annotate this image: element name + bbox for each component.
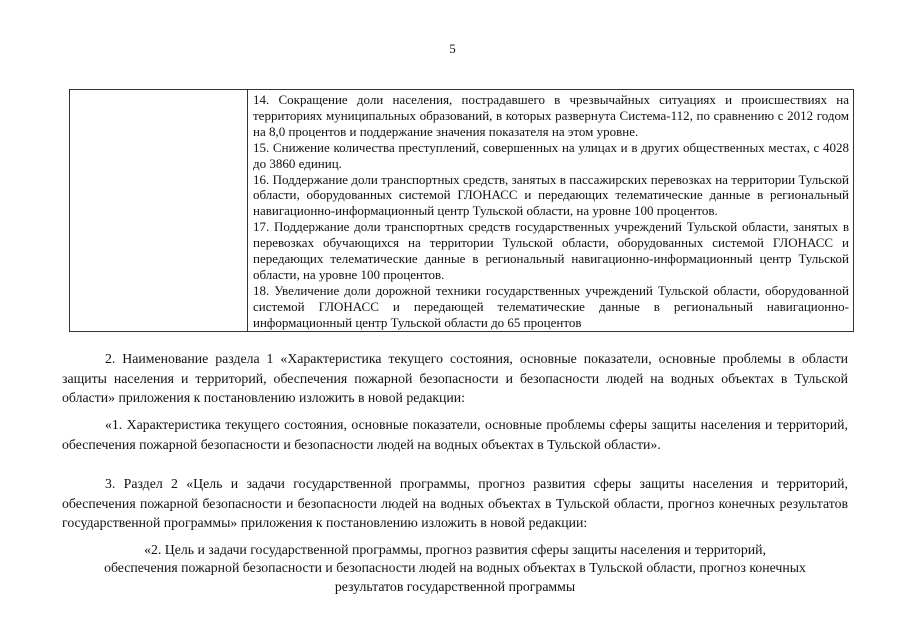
indicators-table: [69, 89, 854, 332]
indicator-item-14: 14. Сокращение доли населения, пострадавшего в чрезвычайных ситуациях и происшествиях на территориях муниципальных образований, в которых развернута Система-112, по сравнению с 2012 годом на 8,0 процентов и поддержание значения показателя на этом уровне.: [253, 92, 849, 139]
paragraph-2-quote: «1. Характеристика текущего состояния, основные показатели, основные проблемы сферы защиты населения и территорий, обеспечения пожарной безопасности и безопасности людей на водных объектах в Тульской области».: [62, 417, 848, 452]
table-left-cell: [70, 90, 248, 331]
indicator-item-16: 16. Поддержание доли транспортных средств, занятых в пассажирских перевозках на территории Тульской области, оборудованных системой ГЛОНАСС и передающих телематические данные в региональный навигационно-информационный центр Тульской области, на уровне 100 процентов.: [253, 171, 849, 219]
indicator-item-17: 17. Поддержание доли транспортных средств государственных учреждений Тульской области, занятых в перевозках обучающихся на территории Тульской области, оборудованных системой ГЛОНАСС и передающих телематические данные в региональный навигационно-информационный центр Тульской области, на уровне 100 процентов.: [253, 219, 849, 282]
section-2-heading-line-2: обеспечения пожарной безопасности и безопасности людей на водных объектах в Тульской области, прогноз конечных: [104, 560, 806, 576]
section-2-heading: [62, 541, 848, 596]
section-2-heading-line-3: результатов государственной программы: [334, 578, 576, 594]
section-2-heading-line-1: «2. Цель и задачи государственной программы, прогноз развития сферы защиты населения и территорий,: [144, 542, 766, 557]
paragraph-3: 3. Раздел 2 «Цель и задачи государственной программы, прогноз развития сферы защиты населения и территорий, обеспечения пожарной безопасности и безопасности людей на водных объектах в Тульской области, прогноз конечных результатов государственной программы» приложения к постановлению изложить в новой редакции:: [62, 476, 848, 531]
page-number: 5: [449, 41, 456, 56]
indicator-item-15: 15. Снижение количества преступлений, совершенных на улицах и в других общественных местах, с 4028 до 3860 единиц.: [253, 139, 849, 171]
indicator-item-18: 18. Увеличение доли дорожной техники государственных учреждений Тульской области, оборудованной системой ГЛОНАСС и передающей телематические данные в региональный навигационно-информационный центр Тульской области до 65 процентов: [253, 282, 849, 330]
table-right-cell: [248, 90, 853, 331]
paragraph-2: 2. Наименование раздела 1 «Характеристика текущего состояния, основные показатели, основные проблемы в области защиты населения и территорий, обеспечения пожарной безопасности и безопасности людей на водных объектах в Тульской области» приложения к постановлению изложить в новой редакции:: [62, 351, 848, 406]
